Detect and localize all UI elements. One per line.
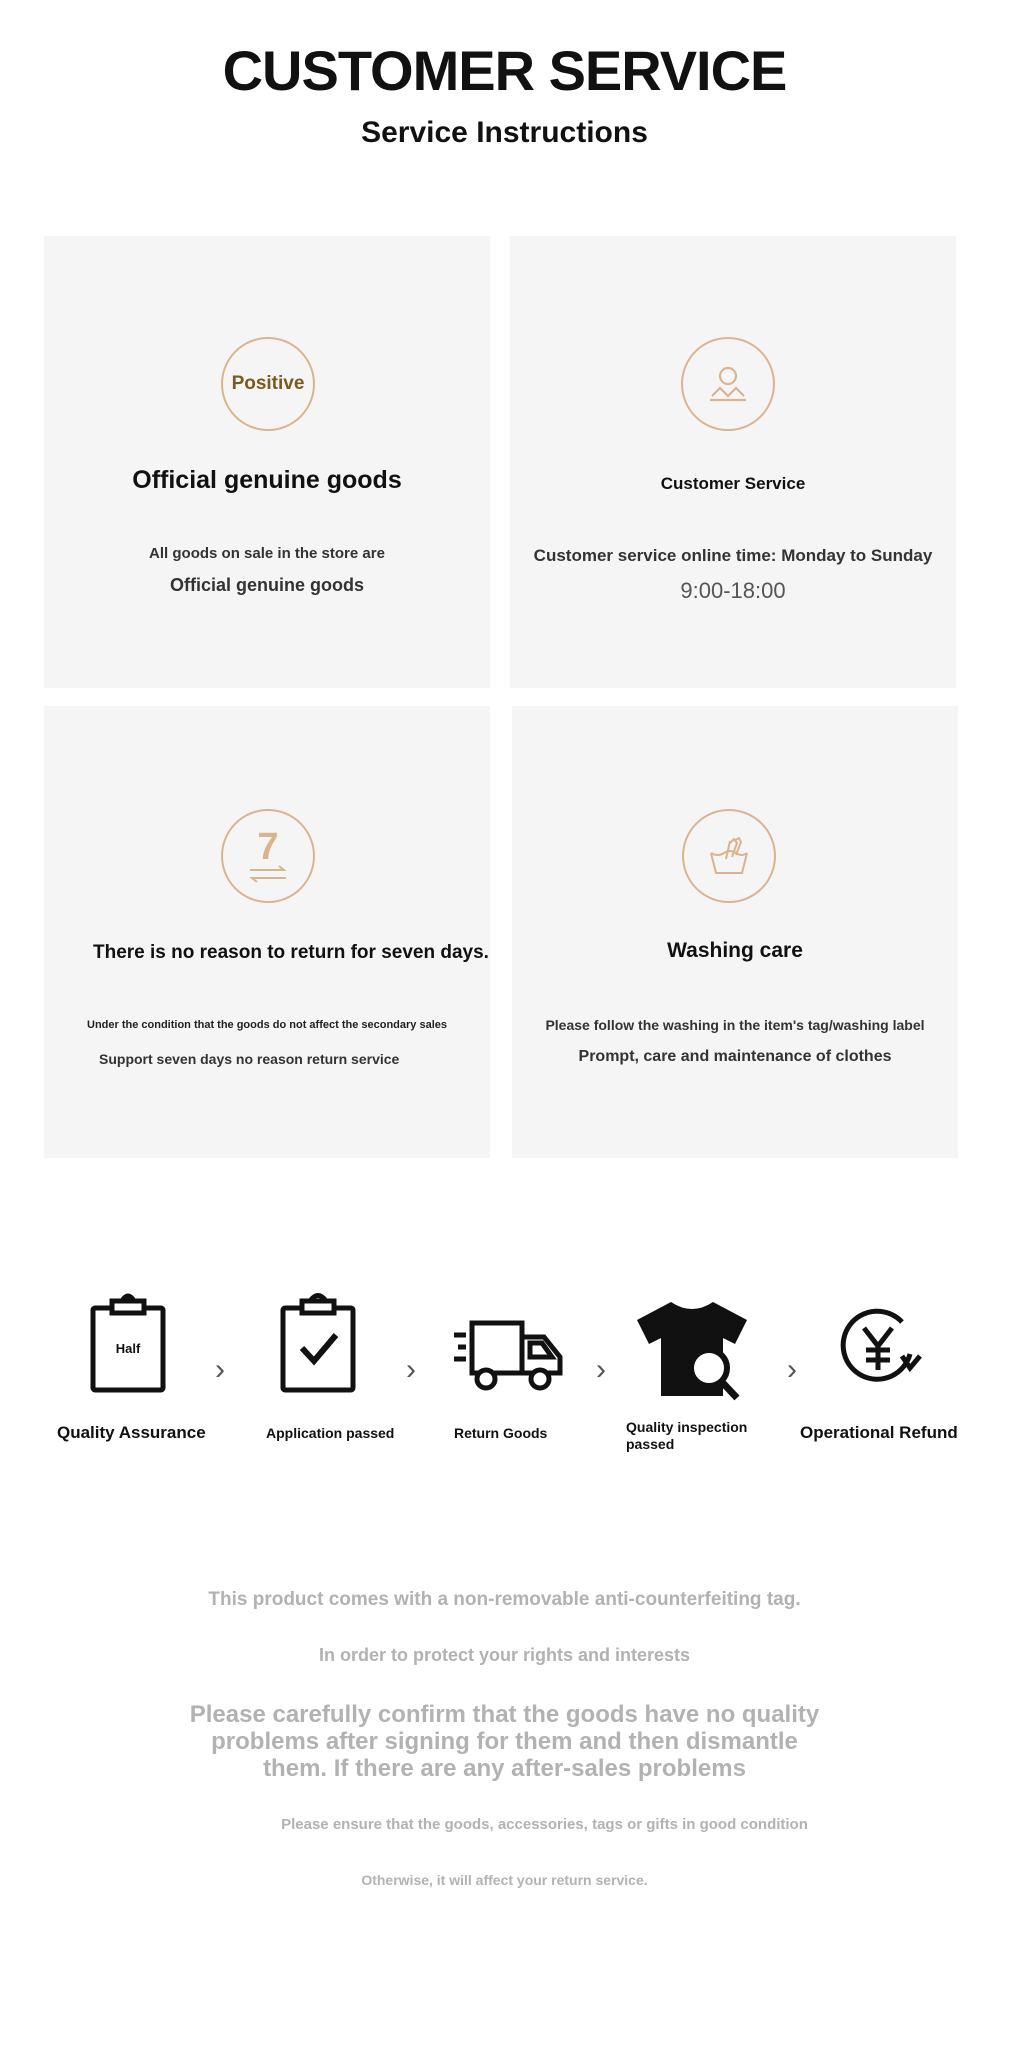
step-label-quality-inspection: Quality inspection passed [626,1419,748,1452]
card-genuine-goods [44,236,490,688]
card-text-line2: Support seven days no reason return service [99,1051,400,1067]
card-title: Washing care [667,939,803,962]
card-text-line1: All goods on sale in the store are [149,545,385,562]
step-label-operational-refund: Operational Refund [800,1423,958,1442]
card-text-line1: Under the condition that the goods do not affect the secondary sales [87,1019,447,1031]
card-title: Customer Service [660,474,806,493]
card-text-line2: Prompt, care and maintenance of clothes [578,1048,892,1065]
chevron-right-icon: › [787,1353,797,1386]
page-subtitle: Service Instructions [361,116,648,149]
positive-badge-icon [221,337,315,431]
note-condition: Please ensure that the goods, accessories, tags or gifts in good condition [281,1816,808,1833]
chevron-right-icon: › [406,1353,416,1386]
service-hours: 9:00-18:00 [680,578,786,603]
clipboard-icon [88,1293,168,1395]
note-confirm-line3: them. If there are any after-sales problems [263,1755,746,1782]
step-label-quality-assurance: Quality Assurance [57,1423,206,1442]
tshirt-search-icon [633,1298,751,1404]
step-label-application-passed: Application passed [266,1425,395,1441]
card-washing-care [512,706,958,1158]
user-icon [681,337,775,431]
chevron-right-icon: › [215,1353,225,1386]
card-title: There is no reason to return for seven days. [93,942,489,963]
hand-wash-icon [682,809,776,903]
badge-label: Positive [231,373,305,394]
note-rights: In order to protect your rights and interests [318,1645,691,1665]
note-return-service: Otherwise, it will affect your return service. [361,1872,648,1888]
yen-refund-icon [838,1308,924,1388]
step-label-return-goods: Return Goods [454,1425,548,1441]
seven-day-return-icon [221,809,315,903]
card-customer-service [510,236,956,688]
note-confirm-line1: Please carefully confirm that the goods have no quality [189,1701,820,1728]
clipboard-check-icon [278,1293,358,1395]
note-confirm-line2: problems after signing for them and then dismantle [211,1728,798,1755]
note-anti-counterfeiting: This product comes with a non-removable anti-counterfeiting tag. [208,1589,801,1610]
chevron-right-icon: › [596,1353,606,1386]
card-text-line2: Official genuine goods [169,575,364,595]
delivery-truck-icon [452,1315,564,1395]
card-title: Official genuine goods [132,466,402,494]
badge-number: 7 [257,826,279,868]
card-text-line1: Customer service online time: Monday to Sunday [533,546,933,565]
page-title: CUSTOMER SERVICE [222,39,787,102]
card-text-line1: Please follow the washing in the item's tag/washing label [545,1017,925,1033]
clipboard-text: Half [115,1341,141,1356]
card-seven-day-returns [44,706,490,1158]
